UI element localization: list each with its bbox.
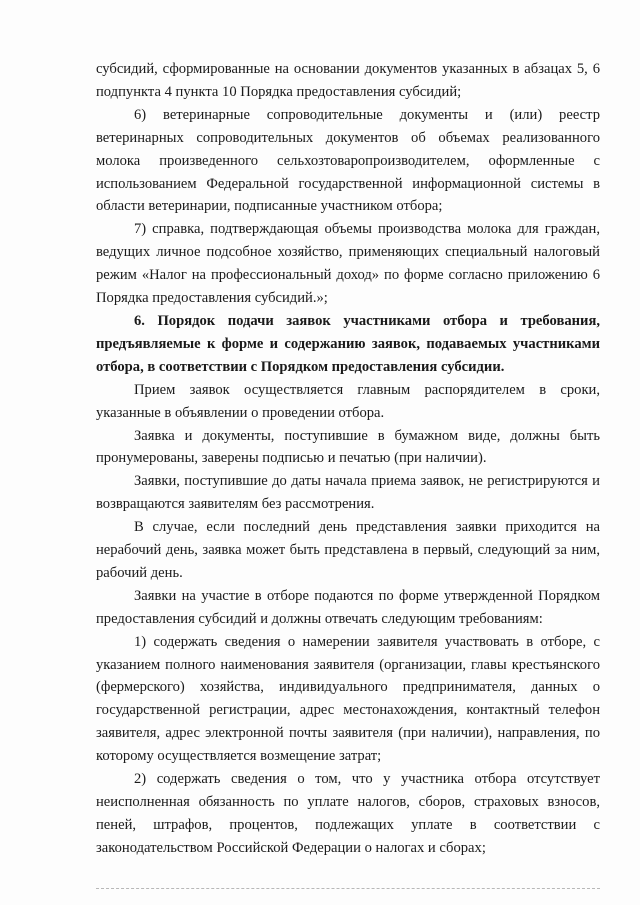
paragraph-application-form: Заявки на участие в отборе подаются по форме утвержденной Порядком предоставления субсидий и должны отвечать следующим требованиям: — [96, 587, 600, 627]
paragraph-continuation: субсидий, сформированные на основании документов указанных в абзацах 5, 6 подпункта 4 пункта 10 Порядка предоставления субсидий; — [96, 61, 600, 100]
paragraph-applications-intake: Прием заявок осуществляется главным распорядителем в сроки, указанные в объявлении о проведении отбора. — [96, 381, 600, 421]
paragraph-item-6-vet-documents: 6) ветеринарные сопроводительные документы и (или) реестр ветеринарных сопроводительных документов об объемах реализованного молока произведенного сельхозтоваропроизводителем, оформленные с использованием Федеральной государственной информационной системы в области ветеринарии, подписанные участником отбора; — [96, 106, 600, 215]
paragraph-early-applications: Заявки, поступившие до даты начала приема заявок, не регистрируются и возвращаются заявителям без рассмотрения. — [96, 473, 600, 513]
section-heading-6: 6. Порядок подачи заявок участниками отбора и требования, предъявляемые к форме и содержанию заявок, подаваемых участниками отбора, в соответствии с Порядком предоставления субсидии. — [96, 312, 600, 375]
paragraph-requirement-1: 1) содержать сведения о намерении заявителя участвовать в отборе, с указанием полного наименования заявителя (организации, главы крестьянского (фермерского) хозяйства, индивидуального предпринимателя, данных о государственной регистрации, адрес местонахождения, контактный телефон заявителя, адрес электронной почты заявителя (при наличии), направления, по которому осуществляется возмещение затрат; — [96, 633, 600, 765]
paragraph-paper-documents: Заявка и документы, поступившие в бумажном виде, должны быть пронумерованы, заверены подписью и печатью (при наличии). — [96, 427, 600, 467]
document-body — [96, 58, 600, 860]
paragraph-item-7-milk-certificate: 7) справка, подтверждающая объемы производства молока для граждан, ведущих личное подсобное хозяйство, применяющих специальный налоговый режим «Налог на профессиональный доход» по форме согласно приложению 6 Порядка предоставления субсидий.»; — [96, 221, 600, 307]
paragraph-non-working-day: В случае, если последний день представления заявки приходится на нерабочий день, заявка может быть представлена в первый, следующий за ним, рабочий день. — [96, 519, 600, 581]
paragraph-requirement-2: 2) содержать сведения о том, что у участника отбора отсутствует неисполненная обязанность по уплате налогов, сборов, страховых взносов, пеней, штрафов, процентов, подлежащих уплате в соответствии с законодательством Российской Федерации о налогах и сборах; — [96, 771, 600, 856]
page-bottom-rule — [96, 888, 600, 889]
